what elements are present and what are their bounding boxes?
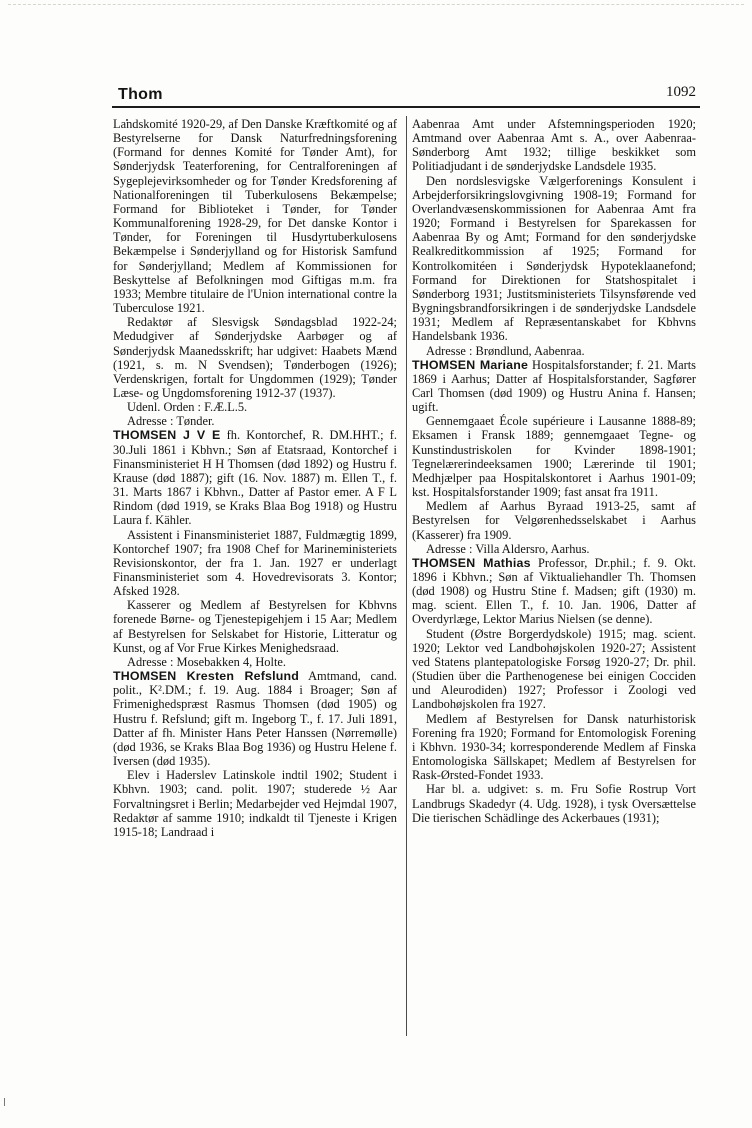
entry-paragraph: Elev i Haderslev Latinskole indtil 1902; Student i Kbhvn. 1903; cand. polit. 1907; studerede ½ Aar Forvaltningsret i Berlin; Medarbejder ved Hejmdal 1907, Redaktør af samme 1910; indkaldt til Tjeneste i Krigen 1915-18; Landraad i [113,768,397,839]
entry-text: Professor, Dr.phil.; f. 9. Okt. 1896 i Kbhvn.; Søn af Viktualiehandler Th. Thomsen (død 1908) og Hustru Stine f. Madsen; gift (1930) m. mag. scient. Ellen T., f. 10. Jan. 1906, Datter af Overdyrlæge, Lektor Marius Nielsen (se denne). [412,555,697,627]
entry-name: THOMSEN J V E [113,428,221,443]
entry-text: fh. Kontorchef, R. DM.HHT.; f. 30.Juli 1861 i Kbhvn.; Søn af Etatsraad, Kontorchef i Finansministeriet H H Thomsen (død 1892) og Hustru f. Krause (død 1887); gift (16. Nov. 1887) m. Ellen T., f. 31. Marts 1867 i Kbhvn., Datter af Pastor emer. A F L Rindom (død 1919, se Kraks Blaa Bog 1918) og Hustru Laura f. Kähler. [113,428,397,528]
scan-top-edge [8,4,744,5]
entry-paragraph: Medlem af Aarhus Byraad 1913-25, samt af Bestyrelsen for Velgørenhedsselskabet i Aarhus (Kasserer) fra 1909. [412,499,696,542]
entry-paragraph: Medlem af Bestyrelsen for Dansk naturhistorisk Forening fra 1920; Formand for Entomologisk Forening i Kbhvn. 1930-34; korresponderende Medlem af Finska Entomologiska Sällskapet; Medlem af Bestyrelsen for Rask-Ørsted-Fondet 1933. [412,711,696,783]
entry-paragraph: Redaktør af Slesvigsk Søndagsblad 1922-24; Medudgiver af Sønderjydske Aarbøger og af Sønderjydsk Maanedsskrift; har udgivet: Haabets Mænd (1921, s. m. N Svendsen); Tønderbogen (1926); Verdenskrigen, fortalt for Ungdommen (1929); Tønder Læse- og Ungdomsforening 1912-37 (1937). [113,315,397,400]
entry-address: Adresse : Brøndlund, Aabenraa. [426,343,585,358]
entry-paragraph: Kasserer og Medlem af Bestyrelsen for Kbhvns forenede Børne- og Tjenestepigehjem i 15 Aar; Medlem af Bestyrelsen for Selskabet for Historie, Litteratur og Kunst, og af Vor Frue Kirkes Menighedsraad. [113,598,397,655]
entry-text: Hospitalsforstander; f. 21. Marts 1869 i Aarhus; Datter af Hospitalsforstander, Sagfører Carl Thomsen (død 1909) og Hustru Anina f. Hansen; ugift. [412,357,696,415]
entry-text: Landskomité 1920-29, af Den Danske Kræftkomité og af Bestyrelserne for Dansk Naturfredningsforening (Formand for dennes Komité for Tønder Amt), for Sønderjydsk Teaterforening, for Centralforeningen af Sygeplejevirksomheder og for Tønder Kredsforening af Nationalforeningen til Tuberkulosens Bekæmpelse; Formand for Biblioteket i Tønder, for Tønder Kommunalforening 1928-29, for Det danske Kontor i Tønder, for Foreningen til Husdyrtuberkulosens Bekæmpelse i Sønderjylland og for Historisk Samfund for Sønderjylland; Medlem af Kommissionen for Beskyttelse af Befolkningen mod Giftigas m.m. fra 1933; Membre titulaire de l'Union international contre la Tuberculose 1921. [113,117,397,316]
entry-name: THOMSEN Mariane [412,357,529,372]
page-number: 1092 [666,84,696,100]
entry-thomsen-mathias [412,556,696,825]
entry-paragraph: Den nordslesvigske Vælgerforenings Konsulent i Arbejderforsikringslovgivning 1908-19; Formand for Overlandvæsenskommissionen for Aabenraa Amt fra 1920; Formand i Bestyrelsen for Sparekassen for Aabenraa By og Amt; Formand for den sønderjydske Realkreditkommission af 1925; Formand for Kontrolkomitéen i Sønderjydsk Hypoteklaanefond; Formand for Direktionen for Statshospitalet i Sønderborg 1931; Justitsministeriets Tilsynsførende ved Bygningsbrandforsikringen i de sønderjydske Landsdele 1931; Medlem af Repræsentanskabet for Kbhvns Handelsbank 1936. [412,173,696,344]
column-divider [406,116,407,1036]
entry-thomsen-mariane [412,358,696,556]
entry-address: Adresse : Villa Aldersro, Aarhus. [426,541,590,556]
entry-continuation [113,117,397,428]
entry-paragraph: Har bl. a. udgivet: s. m. Fru Sofie Rostrup Vort Landbrugs Skadedyr (4. Udg. 1928), i tysk Oversættelse Die tierischen Schädlinge des Ackerbaues (1931); [412,782,696,825]
entry-address: Adresse : Mosebakken 4, Holte. [127,654,286,669]
entry-paragraph: Student (Østre Borgerdydskole) 1915; mag. scient. 1920; Lektor ved Landbohøjskolen 1920-27; Assistent ved Statens plantepatologiske Forsøg 1920-27; Dr. phil. (Studien über die Parthenogenese bei einigen Cocciden und Aleurodiden) 1927; Professor i Zoologi ved Landbohøjskolen fra 1927. [412,626,696,712]
entry-name: THOMSEN Kresten Refslund [113,669,300,684]
entry-thomsen-kresten-continued [412,117,696,358]
entry-paragraph: Gennemgaaet École supérieure i Lausanne 1888-89; Eksamen i Fransk 1889; gennemgaaet Tegne- og Kunstindustriskolen for Kvinder 1898-1901; Tegnelærerindeeksamen 1900; Lærerinde til 1901; Medhjælper paa Hospitalskontoret i Aarhus 1901-09; kst. Hospitalsforstander 1909; fast ansat fra 1911. [412,414,696,500]
right-column [412,117,696,825]
entry-name: THOMSEN Mathias [412,555,531,570]
page-header [118,84,696,104]
running-head: Thom [118,86,163,103]
entry-thomsen-kresten [113,669,397,839]
scan-margin-mark [4,1098,5,1106]
entry-text: Amtmand, cand. polit., K².DM.; f. 19. Aug. 1884 i Broager; Søn af Frimenighedspræst Rasmus Thomsen (død 1905) og Hustru f. Refslund; gift m. Ingeborg T., f. 17. Juli 1891, Datter af fh. Minister Hans Peter Hanssen (Nørremølle) (død 1936, se Kraks Blaa Bog 1936) og Hustru Helene f. Iversen (død 1935). [113,669,397,769]
header-rule [112,106,700,108]
entry-thomsen-jve [113,428,397,669]
left-column [113,117,397,839]
entry-orders: Udenl. Orden : F.Æ.L.5. [127,400,248,415]
entry-paragraph: Assistent i Finansministeriet 1887, Fuldmægtig 1899, Kontorchef 1907; fra 1908 Chef for Marineministeriets Revisionskontor, der fra 1. Jan. 1927 er underlagt Finansministeriet som 4. Hovedrevisorats 3. Kontor; Afsked 1928. [113,527,397,599]
entry-address: Adresse : Tønder. [127,414,215,429]
entry-text: Aabenraa Amt under Afstemningsperioden 1920; Amtmand over Aabenraa Amt s. A., over Aabenraa-Sønderborg Amt 1932; tillige beskikket som Politiadjudant i de sønderjydske Landsdele 1935. [412,117,696,174]
